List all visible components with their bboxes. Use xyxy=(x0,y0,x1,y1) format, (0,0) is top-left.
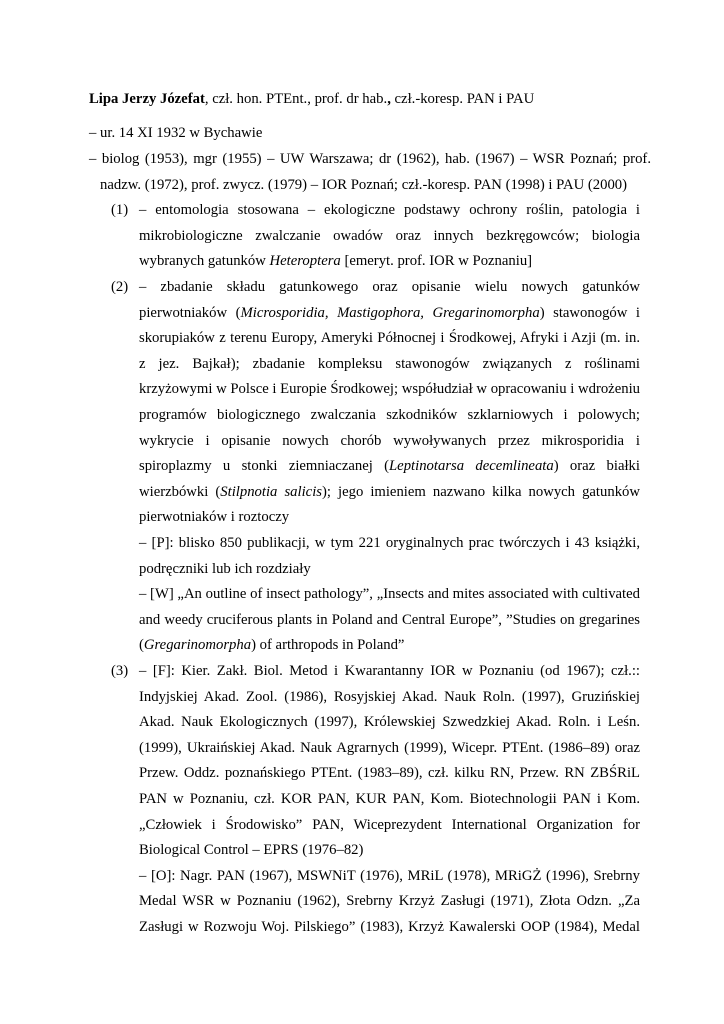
section-3-text xyxy=(139,659,640,941)
section-2-text xyxy=(139,275,640,659)
publications-count: – [P]: blisko 850 publikacji, w tym 221 oryginalnych prac twórczych i 43 książki, podręczniki lub ich rozdziały xyxy=(139,534,640,577)
section-3-number: (3) xyxy=(111,663,129,679)
section-2-number: (2) xyxy=(111,279,129,295)
section-1-number: (1) xyxy=(111,202,129,218)
taxon-name: Heteroptera xyxy=(269,253,341,270)
section-2 xyxy=(111,275,640,659)
education-career: – biolog (1953), mgr (1955) – UW Warszawa; dr (1962), hab. (1967) – WSR Poznań; prof. nadzw. (1972), prof. zwycz. (1979) – IOR Poznań; czł.-koresp. PAN (1998) i PAU (2000) xyxy=(89,151,651,193)
section-1-text: – entomologia stosowana – ekologiczne podstawy ochrony roślin, patologia i mikrobiologiczne zwalczanie owadów oraz innych bezkręgowców; biologia wybranych gatunków Heteroptera [emeryt. prof. IOR w Poznaniu] xyxy=(139,202,640,270)
major-works: – [W] „An outline of insect pathology”, „Insects and mites associated with cultivated and weedy cruciferous plants in Poland and Central Europe”, ”Studies on gregarines (Gregarinomorpha) of arthropods in Poland” xyxy=(139,586,640,654)
entry-heading xyxy=(89,87,649,113)
functions-memberships: – [F]: Kier. Zakł. Biol. Metod i Kwarantanny IOR w Poznaniu (od 1967); czł.:: Indyjskiej Akad. Zool. (1986), Rosyjskiej Akad. Nauk Roln. (1997), Gruzińskiej Akad. Nauk Ekologicznych (1997), Królewskiej Szwedzkiej Akad. Roln. i Leśn. (1999), Ukraińskiej Akad. Nauk Agrarnych (1999), Wicepr. PTEnt. (1986–89) oraz Przew. Oddz. poznańskiego PTEnt. (1983–89), czł. kilku RN, Przew. RN ZBŚRiL PAN w Poznaniu, czł. KOR PAN, KUR PAN, Kom. Biotechnologii PAN i Kom. „Człowiek i Środowisko” PAN, Wiceprezydent International Organization for Biological Control – EPRS (1976–82) xyxy=(139,663,640,859)
awards: – [O]: Nagr. PAN (1967), MSWNiT (1976), MRiL (1978), MRiGŻ (1996), Srebrny Medal WSR w Poznaniu (1962), Srebrny Krzyż Zasługi (1971), Złota Odzn. „Za Zasługi w Rozwoju Woj. Pilskiego” (1983), Krzyż Kawalerski OOP (1984), Medal xyxy=(139,867,640,935)
section-3 xyxy=(111,659,640,941)
section-1 xyxy=(111,198,640,275)
birth-line: – ur. 14 XI 1932 w Bychawie xyxy=(89,125,263,141)
heading-comma: , xyxy=(387,91,391,107)
heading-memberships: czł.-koresp. PAN i PAU xyxy=(390,91,535,107)
person-name: Lipa Jerzy Józefat xyxy=(89,91,205,107)
heading-titles: , czł. hon. PTEnt., prof. dr hab. xyxy=(204,91,388,107)
research-achievements: – zbadanie składu gatunkowego oraz opisanie wielu nowych gatunków pierwotniaków (Microsporidia, Mastigophora, Gregarinomorpha) stawonogów i skorupiaków z terenu Europy, Ameryki Północnej i Środkowej, Afryki i Azji (m. in. z jez. Bajkał); zbadanie kompleksu stawonogów związanych z roślinami krzyżowymi w Polsce i Europie Środkowej; współudział w opracowaniu i wdrożeniu programów biologicznego zwalczania szkodników szklarniowych i polowych; wykrycie i opisanie nowych chorób wywoływanych przez mikrosporidia i spiroplazmy u stonki ziemniaczanej (Leptinotarsa decemlineata) oraz białki wierzbówki (Stilpnotia salicis); jego imieniem nazwano kilka nowych gatunków pierwotniaków i roztoczy xyxy=(139,279,640,526)
